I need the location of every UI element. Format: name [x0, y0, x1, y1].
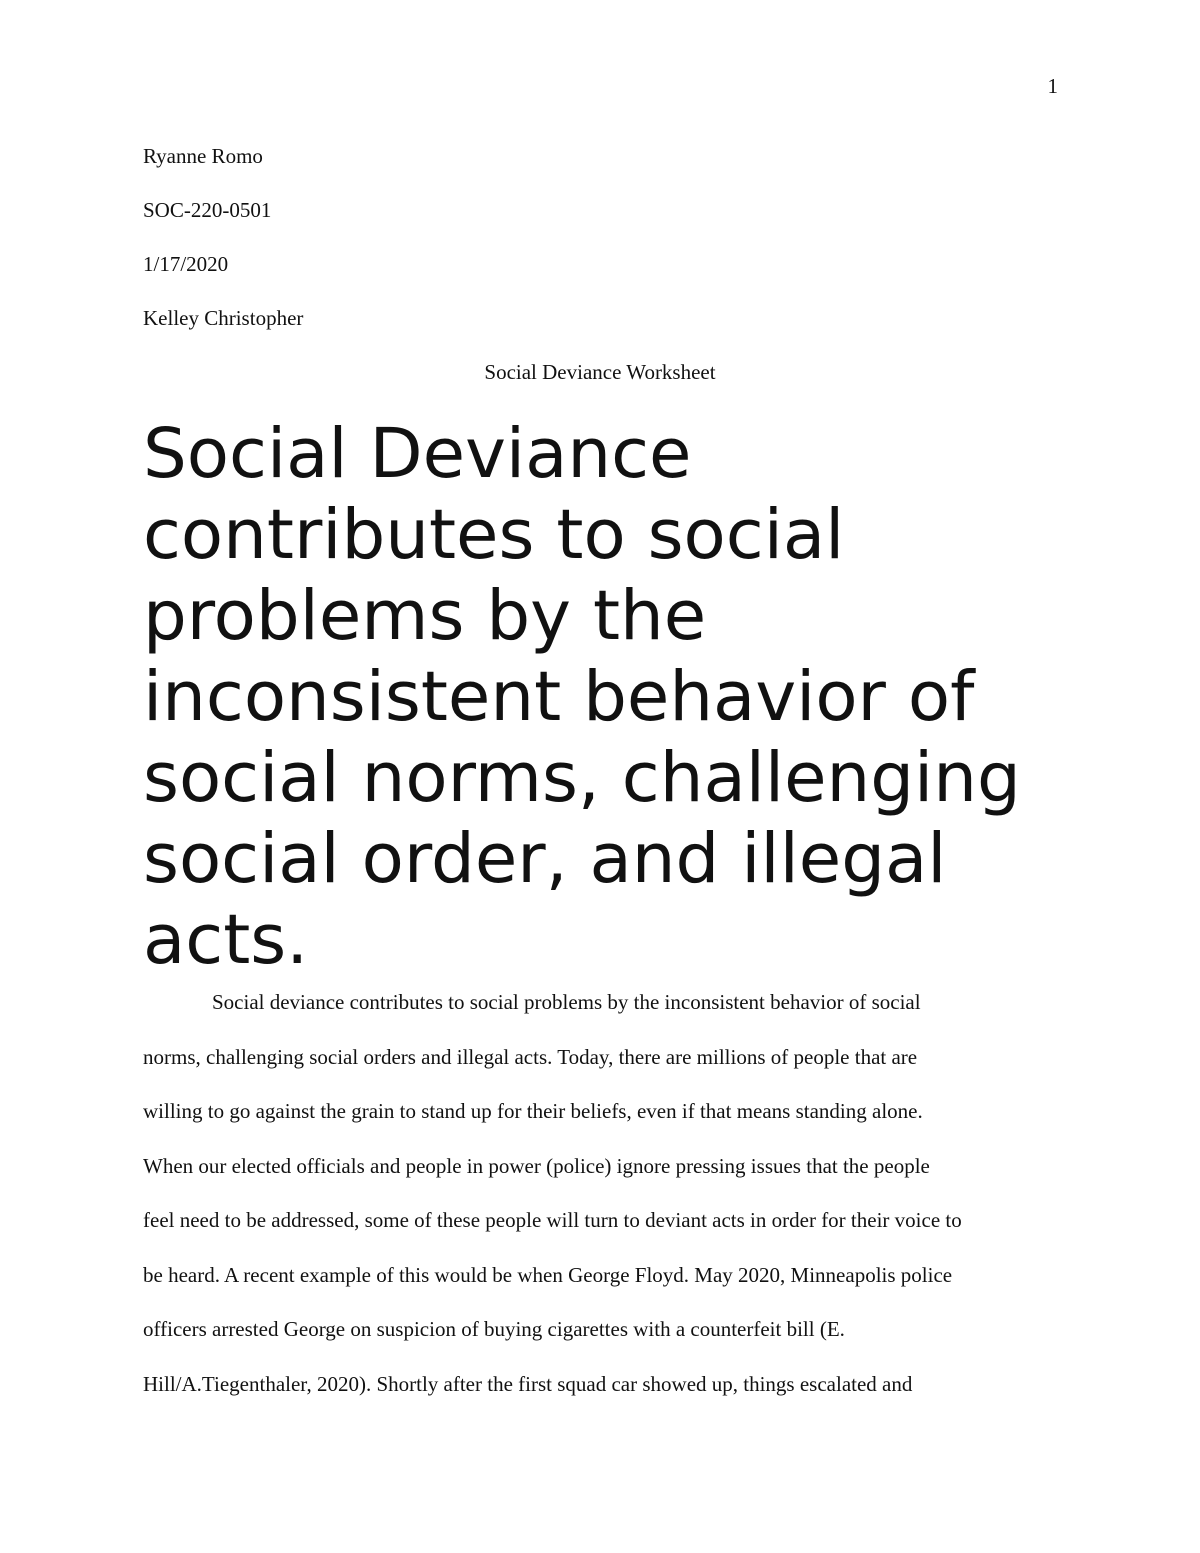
body-line: officers arrested George on suspicion of buying cigarettes with a counterfeit bill (E.: [143, 1317, 845, 1341]
body-line: Social deviance contributes to social problems by the inconsistent behavior of social: [212, 990, 921, 1014]
worksheet-title: Social Deviance Worksheet: [484, 360, 716, 384]
body-line: feel need to be addressed, some of these people will turn to deviant acts in order for their voice to: [143, 1208, 962, 1232]
course-code: SOC-220-0501: [143, 198, 272, 222]
submission-date: 1/17/2020: [143, 252, 229, 276]
header-block: [143, 144, 1063, 360]
body-line: When our elected officials and people in power (police) ignore pressing issues that the people: [143, 1153, 930, 1178]
author-name: Ryanne Romo: [143, 144, 263, 168]
body-line: be heard. A recent example of this would be when George Floyd. May 2020, Minneapolis police: [143, 1262, 953, 1287]
body-line: willing to go against the grain to stand up for their beliefs, even if that means standing alone.: [143, 1099, 923, 1123]
body-paragraph: [143, 990, 1073, 1426]
body-line: Hill/A.Tiegenthaler, 2020). Shortly after the first squad car showed up, things escalated and: [143, 1371, 913, 1396]
page-number: 1: [1047, 74, 1058, 98]
instructor-name: Kelley Christopher: [143, 306, 304, 330]
thesis-statement: Social Deviance contributes to social problems by the inconsistent behavior of social norms, challenging social order, and illegal acts.: [143, 414, 1021, 980]
body-line: norms, challenging social orders and illegal acts. Today, there are millions of people that are: [143, 1044, 918, 1069]
